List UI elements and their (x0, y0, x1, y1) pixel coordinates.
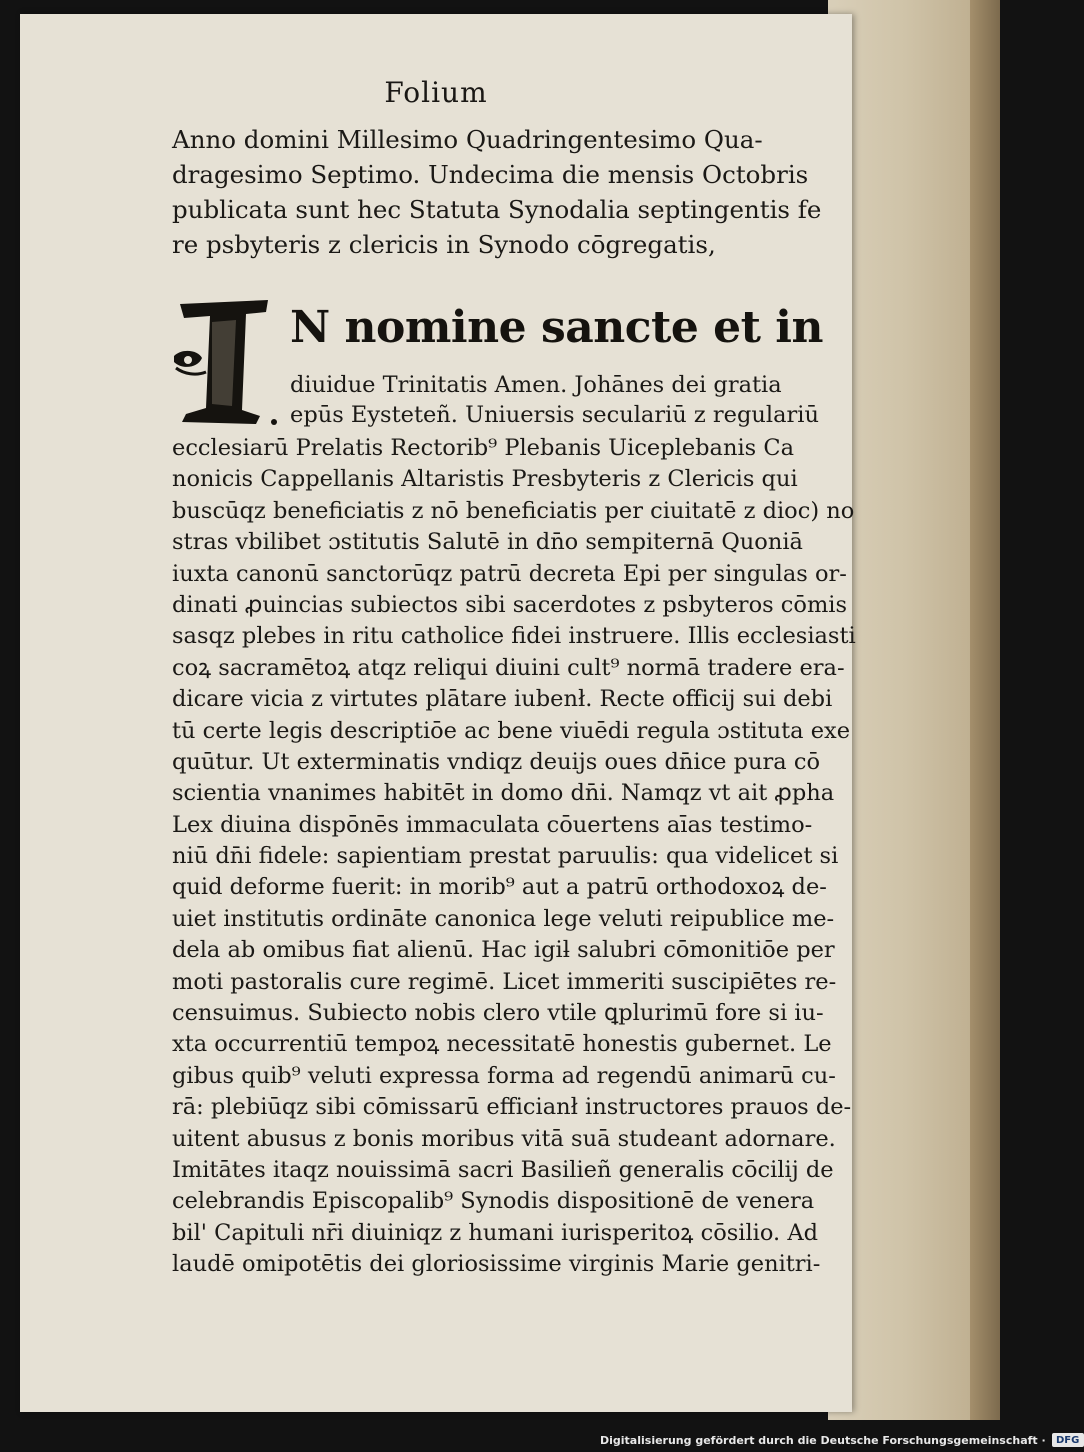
body-line: buscūqz beneficiatis z nō beneficiatis per ciuitatē z dioc) no (172, 497, 855, 524)
body-line: dinati ꝓuincias subiectos sibi sacerdotes z psbyteros cōmis (172, 591, 848, 618)
body-line: gibus quib⁹ veluti expressa forma ad regendū animarū cu- (172, 1062, 836, 1089)
body-line: coꝝ sacramētoꝝ atqz reliqui diuini cult⁹ normā tradere era- (172, 654, 845, 681)
decorated-initial-icon (172, 298, 282, 426)
body-line: iuxta canonū sanctorūqz patrū decreta Epi per singulas or- (172, 560, 847, 587)
body-line: sasqz plebes in ritu catholice fidei instruere. Illis ecclesiasti (172, 623, 856, 650)
incipit-line: epūs Eysteteñ. Uniuersis seculariū z regulariū (290, 402, 819, 428)
folium-heading: Folium (384, 76, 488, 109)
colophon-line: Anno domini Millesimo Quadringentesimo Qua- (172, 125, 763, 154)
colophon-line: re psbyteris z clericis in Synodo cōgregatis, (172, 230, 716, 259)
body-line: quid deforme fuerit: in morib⁹ aut a patrū orthodoxoꝝ de- (172, 874, 827, 901)
body-line: uitent abusus z bonis moribus vitā suā studeant adornare. (172, 1125, 836, 1152)
funding-text: Digitalisierung gefördert durch die Deutsche Forschungsgemeinschaft · (600, 1433, 1046, 1447)
body-line: ecclesiarū Prelatis Rectorib⁹ Plebanis Uiceplebanis Ca (172, 435, 794, 461)
body-line: niū dn̄i fidele: sapientiam prestat paruulis: qua videlicet si (172, 843, 839, 870)
spine-shadow (970, 0, 1000, 1420)
manuscript-page (20, 14, 856, 1412)
incipit-area (172, 298, 852, 428)
body-line: bil' Capituli nr̄i diuiniqz z humani iurisperitoꝝ cōsilio. Ad (172, 1219, 818, 1246)
incipit-title: N nomine sancte et in (290, 302, 823, 353)
body-line: nonicis Cappellanis Altaristis Presbyteris z Clericis qui (172, 466, 798, 493)
body-line: xta occurrentiū tempoꝝ necessitatē honestis gubernet. Le (172, 1031, 832, 1058)
body-line: quūtur. Ut exterminatis vndiqz deuijs oues dn̄ice pura cō (172, 748, 821, 775)
body-line: laudē omipotētis dei gloriosissime virginis Marie genitri- (172, 1251, 821, 1278)
body-line: Lex diuina dispōnēs immaculata cōuertens aīas testimo- (172, 811, 813, 838)
body-line: uiet institutis ordināte canonica lege veluti reipublice me- (172, 905, 835, 932)
body-line: dela ab omibus fiat alienū. Hac igiƚ salubri cōmonitiōe per (172, 937, 835, 964)
colophon-line: dragesimo Septimo. Undecima die mensis Octobris (172, 160, 809, 189)
dfg-logo-icon: DFG (1052, 1433, 1084, 1447)
body-line: celebrandis Episcopalib⁹ Synodis dispositionē de venera (172, 1188, 815, 1215)
colophon-block (172, 122, 832, 262)
book-spine-edge (828, 0, 1000, 1420)
body-line: tū certe legis descriptiōe ac bene viuēdi regula ɔstituta exe (172, 717, 851, 744)
body-line: stras vbilibet ɔstitutis Salutē in dn̄o sempiternā Quoniā (172, 529, 803, 556)
funding-footer (600, 1431, 1084, 1449)
colophon-line: publicata sunt hec Statuta Synodalia septingentis fe (172, 195, 822, 224)
body-line: Imitātes itaqz nouissimā sacri Basilieñ generalis cōcilij de (172, 1156, 834, 1183)
body-line: censuimus. Subiecto nobis clero vtile ꝗplurimū fore si iu- (172, 1000, 824, 1027)
body-line: rā: plebiūqz sibi cōmissarū efficianł instructores prauos de- (172, 1094, 852, 1121)
body-line: scientia vnanimes habitēt in domo dn̄i. Namqz vt ait ꝓpha (172, 780, 835, 807)
body-line: dicare vicia z virtutes plātare iubenł. Recte officij sui debi (172, 686, 833, 713)
body-line: moti pastoralis cure regimē. Licet immeriti suscipiētes re- (172, 968, 837, 995)
body-text (172, 433, 856, 1281)
incipit-line: diuidue Trinitatis Amen. Johānes dei gratia (290, 372, 782, 398)
